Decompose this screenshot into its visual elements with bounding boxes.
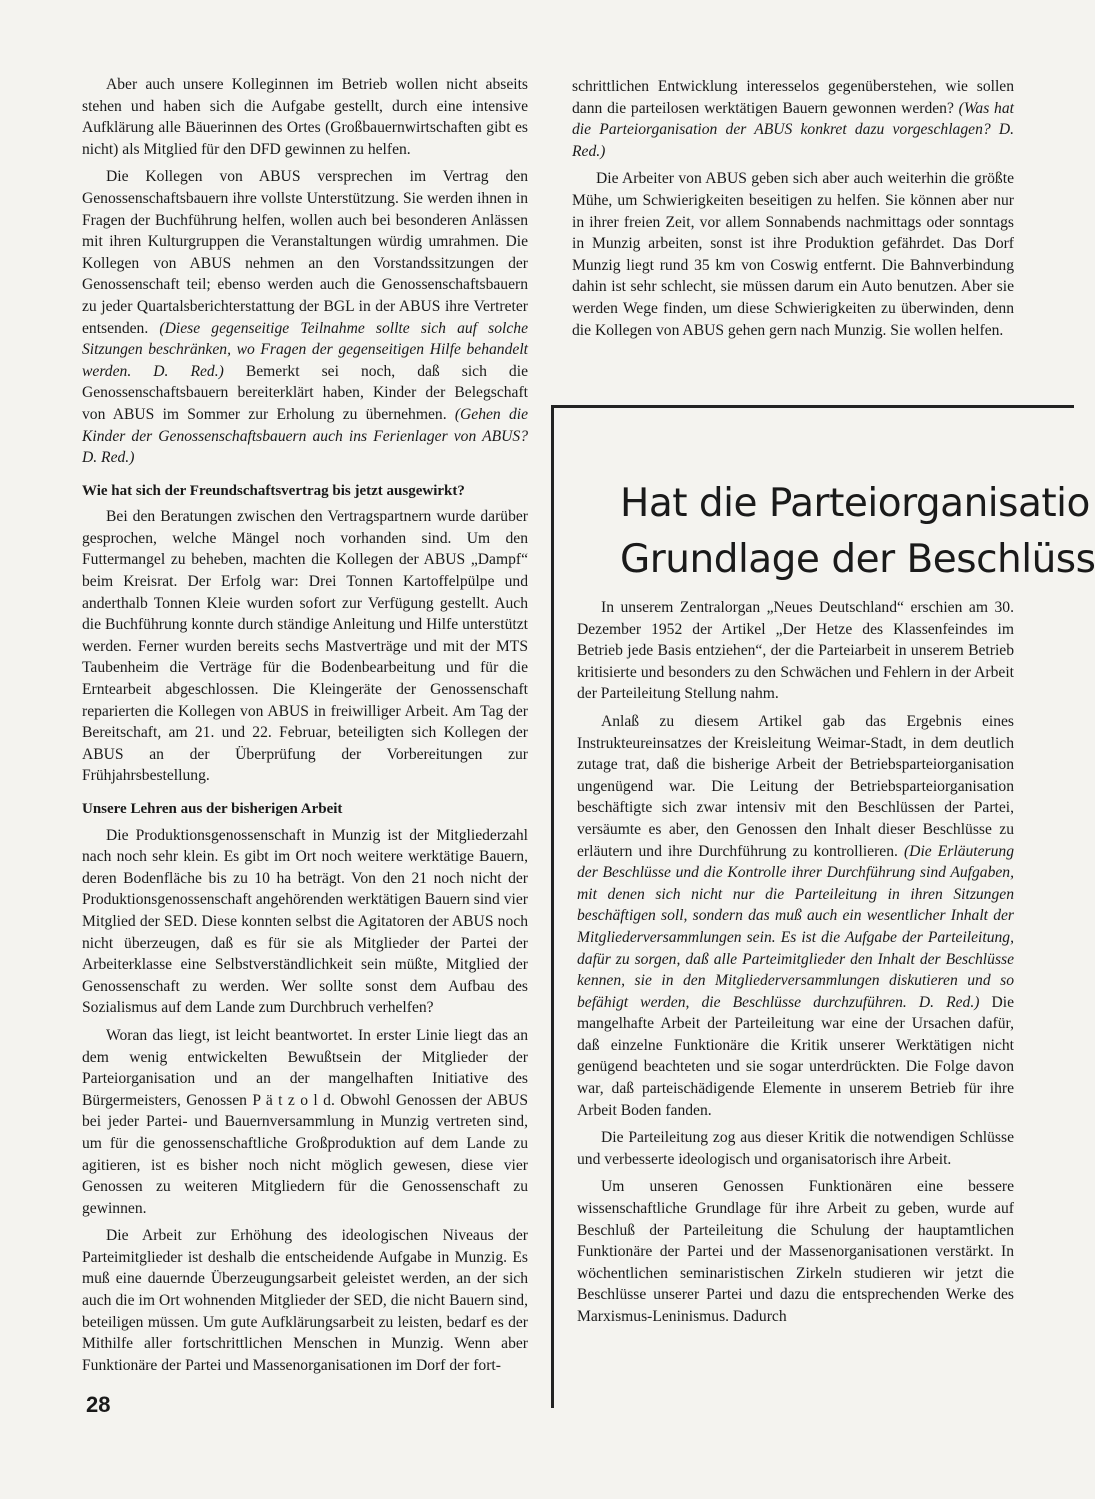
headline-line: Hat die Parteiorganisatio: [620, 481, 1090, 526]
editorial-note: (Gehen die Kinder der Genossenschaftsbauern auch ins Ferienlager von ABUS? D. Red.): [82, 405, 529, 467]
paragraph: Die Produktionsgenossenschaft in Munzig ist der Mitgliederzahl nach noch sehr klein. Es gibt im Ort noch weitere werktätige Bauern, deren Bodenfläche bis zu 10 ha beträgt. Von den 21 noch nicht der Produktionsgenossenschaft angehörenden werktätigen Bauern sind vier Mitglied der SED. Diese konnten selbst die Agitatoren der ABUS noch nicht überzeugen, daß es für sie als Mitglieder der Partei der Arbeiterklasse eine Selbstverständlichkeit sein müßte, Mitglied der Genossenschaft zu werden. Wer sollte sonst dem Aufbau des Sozialismus auf dem Lande zum Durchbruch verhelfen?: [82, 826, 528, 1017]
paragraph: Die Kollegen von ABUS versprechen im Vertrag den Genossenschaftsbauern ihre vollste Unterstützung. Sie werden ihnen in Fragen der Buchführung helfen, wollen auch bei besonderen Anlässen mit ihren Kulturgruppen die Veranstaltungen würdig umrahmen. Die Kollegen von ABUS nehmen an den Vorstandssitzungen der Genossenschaft teil; ebenso werden auch die Genossenschaftsbauern zu jeder Quartalsberichterstattung der BGL in der ABUS ihre Vertreter entsenden. (Diese gegenseitige Teilnahme sollte sich auf solche Sitzungen beschränken, wo Fragen der gegenseitigen Hilfe behandelt werden. D. Red.) Bemerkt sei noch, daß sich die Genossenschaftsbauern bereiterklärt haben, Kinder der Belegschaft von ABUS im Sommer zur Erholung zu übernehmen. (Gehen die Kinder der Genossenschaftsbauern auch ins Ferienlager von ABUS? D. Red.): [82, 168, 529, 467]
page-number: 28: [86, 1392, 111, 1417]
paragraph: Die Parteileitung zog aus dieser Kritik die notwendigen Schlüsse und verbesserte ideologisch und organisatorisch ihre Arbeit.: [577, 1129, 1014, 1168]
paragraph: Anlaß zu diesem Artikel gab das Ergebnis eines Instrukteureinsatzes der Kreisleitung Weimar-Stadt, in dem deutlich zutage trat, daß die bisherige Arbeit der Betriebsparteiorganisation ungenügend war. Die Leitung der Betriebsparteiorganisation beschäftigte sich zwar intensiv mit den Beschlüssen der Partei, versäumte es aber, den Genossen den Inhalt dieser Beschlüsse zu erläutern und ihre Durchführung zu kontrollieren. (Die Erläuterung der Beschlüsse und die Kontrolle ihrer Durchführung sind Aufgaben, mit denen sich nicht nur die Parteileitung in ihren Sitzungen beschäftigen soll, sondern das muß auch ein wesentlicher Inhalt der Mitgliederversammlungen sein. Es ist die Aufgabe der Parteileitung, dafür zu sorgen, daß alle Parteimitglieder den Inhalt der Beschlüsse kennen, sie in den Mitgliederversammlungen diskutieren und so befähigt werden, die Beschlüsse durchzuführen. D. Red.) Die mangelhafte Arbeit der Parteileitung war eine der Ursachen dafür, daß einzelne Funktionäre die Kritik unserer Werktätigen nicht genügend beachteten und sie sogar unterdrückten. Die Folge davon war, daß parteischädigende Elemente in unserem Betrieb für ihre Arbeit Boden fanden.: [577, 712, 1014, 1119]
headline-line: Grundlage der Beschlüss: [620, 537, 1095, 582]
editorial-note: (Was hat die Parteiorganisation der ABUS konkret dazu vorgeschlagen? D. Red.): [572, 99, 1014, 160]
right-top-column: [572, 76, 1014, 347]
editorial-note: (Die Erläuterung der Beschlüsse und die Kontrolle ihrer Durchführung sind Aufgaben, mit denen sich nicht nur die Parteileitung in ihren Sitzungen beschäftigen soll, sondern das muß auch ein wesentlicher Inhalt der Mitgliederversammlungen sein. Es ist die Aufgabe der Parteileitung, dafür zu sorgen, daß alle Parteimitglieder den Inhalt der Beschlüsse kennen, sie in den Mitgliederversammlungen diskutieren und so befähigt werden, die Beschlüsse durchzuführen. D. Red.): [577, 842, 1014, 1011]
editorial-note: (Diese gegenseitige Teilnahme sollte sich auf solche Sitzungen beschränken, wo Fragen der gegenseitigen Hilfe behandelt werden. D. Red.): [82, 319, 529, 380]
section-heading: Unsere Lehren aus der bisherigen Arbeit: [82, 801, 343, 817]
article-headline: [620, 476, 1095, 588]
paragraph: In unserem Zentralorgan „Neues Deutschland“ erschien am 30. Dezember 1952 der Artikel „Der Hetze des Klassenfeindes im Betrieb jede Basis entziehen“, der die Parteiarbeit in unserem Betrieb kritisierte und besonders zu den Schwächen und Fehlern in der Arbeit der Parteileitung Stellung nahm.: [577, 599, 1014, 703]
section-heading: Wie hat sich der Freundschaftsvertrag bis jetzt ausgewirkt?: [82, 482, 465, 499]
paragraph: Aber auch unsere Kolleginnen im Betrieb wollen nicht abseits stehen und haben sich die Aufgabe gestellt, durch eine intensive Aufklärung alle Bäuerinnen des Ortes (Großbauernwirtschaften gibt es nicht) als Mitglied für den DFD gewinnen zu helfen.: [82, 76, 528, 158]
paragraph: Woran das liegt, ist leicht beantwortet. In erster Linie liegt das an dem wenig entwickelten Bewußtsein der Mitglieder der Parteiorganisation und an der mangelhaften Initiative des Bürgermeisters, Genossen P ä t z o l d. Obwohl Genossen der ABUS bei jeder Partei- und Bauernversammlung in Munzig vertreten sind, um für die genossenschaftliche Großproduktion auf dem Lande zu agitieren, ist es bisher noch nicht möglich gewesen, diese vier Genossen zu weiteren Mitgliedern für die Genossenschaft zu gewinnen.: [82, 1026, 528, 1217]
paragraph: Die Arbeit zur Erhöhung des ideologischen Niveaus der Parteimitglieder ist deshalb die entscheidende Aufgabe in Munzig. Es muß eine dauernde Überzeugungsarbeit geleistet werden, an der sich auch die im Ort wohnenden Mitglieder der SED, die nicht Bauern sind, beteiligen müssen. Um gute Aufklärungsarbeit zu leisten, bedarf es der Mithilfe aller fortschrittlichen Menschen in Munzig. Wenn aber Funktionäre der Partei und Massenorganisationen im Dorf der fort-: [82, 1227, 528, 1374]
paragraph: Um unseren Genossen Funktionären eine bessere wissenschaftliche Grundlage für ihre Arbeit zu geben, wurde auf Beschluß der Parteileitung die Schulung der hauptamtlichen Funktionäre der Partei und der Massenorganisationen verstärkt. In wöchentlichen seminaristischen Zirkeln studieren wir jetzt die Beschlüsse unserer Partei und dazu die entsprechenden Werke des Marxismus-Leninismus. Dadurch: [577, 1178, 1014, 1325]
paragraph: Bei den Beratungen zwischen den Vertragspartnern wurde darüber gesprochen, welche Mängel noch vorhanden sind. Um den Futtermangel zu beheben, machten die Kollegen der ABUS „Dampf“ beim Kreisrat. Der Erfolg war: Drei Tonnen Kartoffelpülpe und anderthalb Tonnen Kleie wurden sofort zur Verfügung gestellt. Auch die Buchführung konnte durch ständige Anleitung und Hilfe unterstützt werden. Ferner wurden bereits sechs Mastverträge und mit der MTS Taubenheim die Verträge für die Bodenbearbeitung und für die Erntearbeit abgeschlossen. Die Kleingeräte der Genossenschaft reparierten die Kollegen von ABUS in freiwilliger Arbeit. Am Tag der Bereitschaft, am 21. und 22. Februar, beteiligten sich Kollegen der ABUS an der Überprüfung der Vorbereitungen zur Frühjahrsbestellung.: [82, 508, 528, 785]
paragraph: Die Arbeiter von ABUS geben sich aber auch weiterhin die größte Mühe, um Schwierigkeiten beseitigen zu helfen. Sie können aber nur in ihrer freien Zeit, vor allem Sonnabends nachmittags oder sonntags in Munzig arbeiten, sonst ist ihre Produktion gefährdet. Das Dorf Munzig liegt rund 35 km von Coswig entfernt. Die Bahnverbindung dahin ist sehr schlecht, sie müssen darum ein Auto benutzen. Aber sie werden Wege finden, um diese Schwierigkeiten zu überwinden, denn die Kollegen von ABUS gehen gern nach Munzig. Sie wollen helfen.: [572, 170, 1014, 339]
left-column: [82, 74, 528, 1382]
paragraph: schrittlichen Entwicklung interesselos gegenüberstehen, wie sollen dann die parteilosen werktätigen Bauern gewonnen werden? (Was hat die Parteiorganisation der ABUS konkret dazu vorgeschlagen? D. Red.): [572, 78, 1014, 160]
right-bottom-column: [577, 597, 1014, 1334]
